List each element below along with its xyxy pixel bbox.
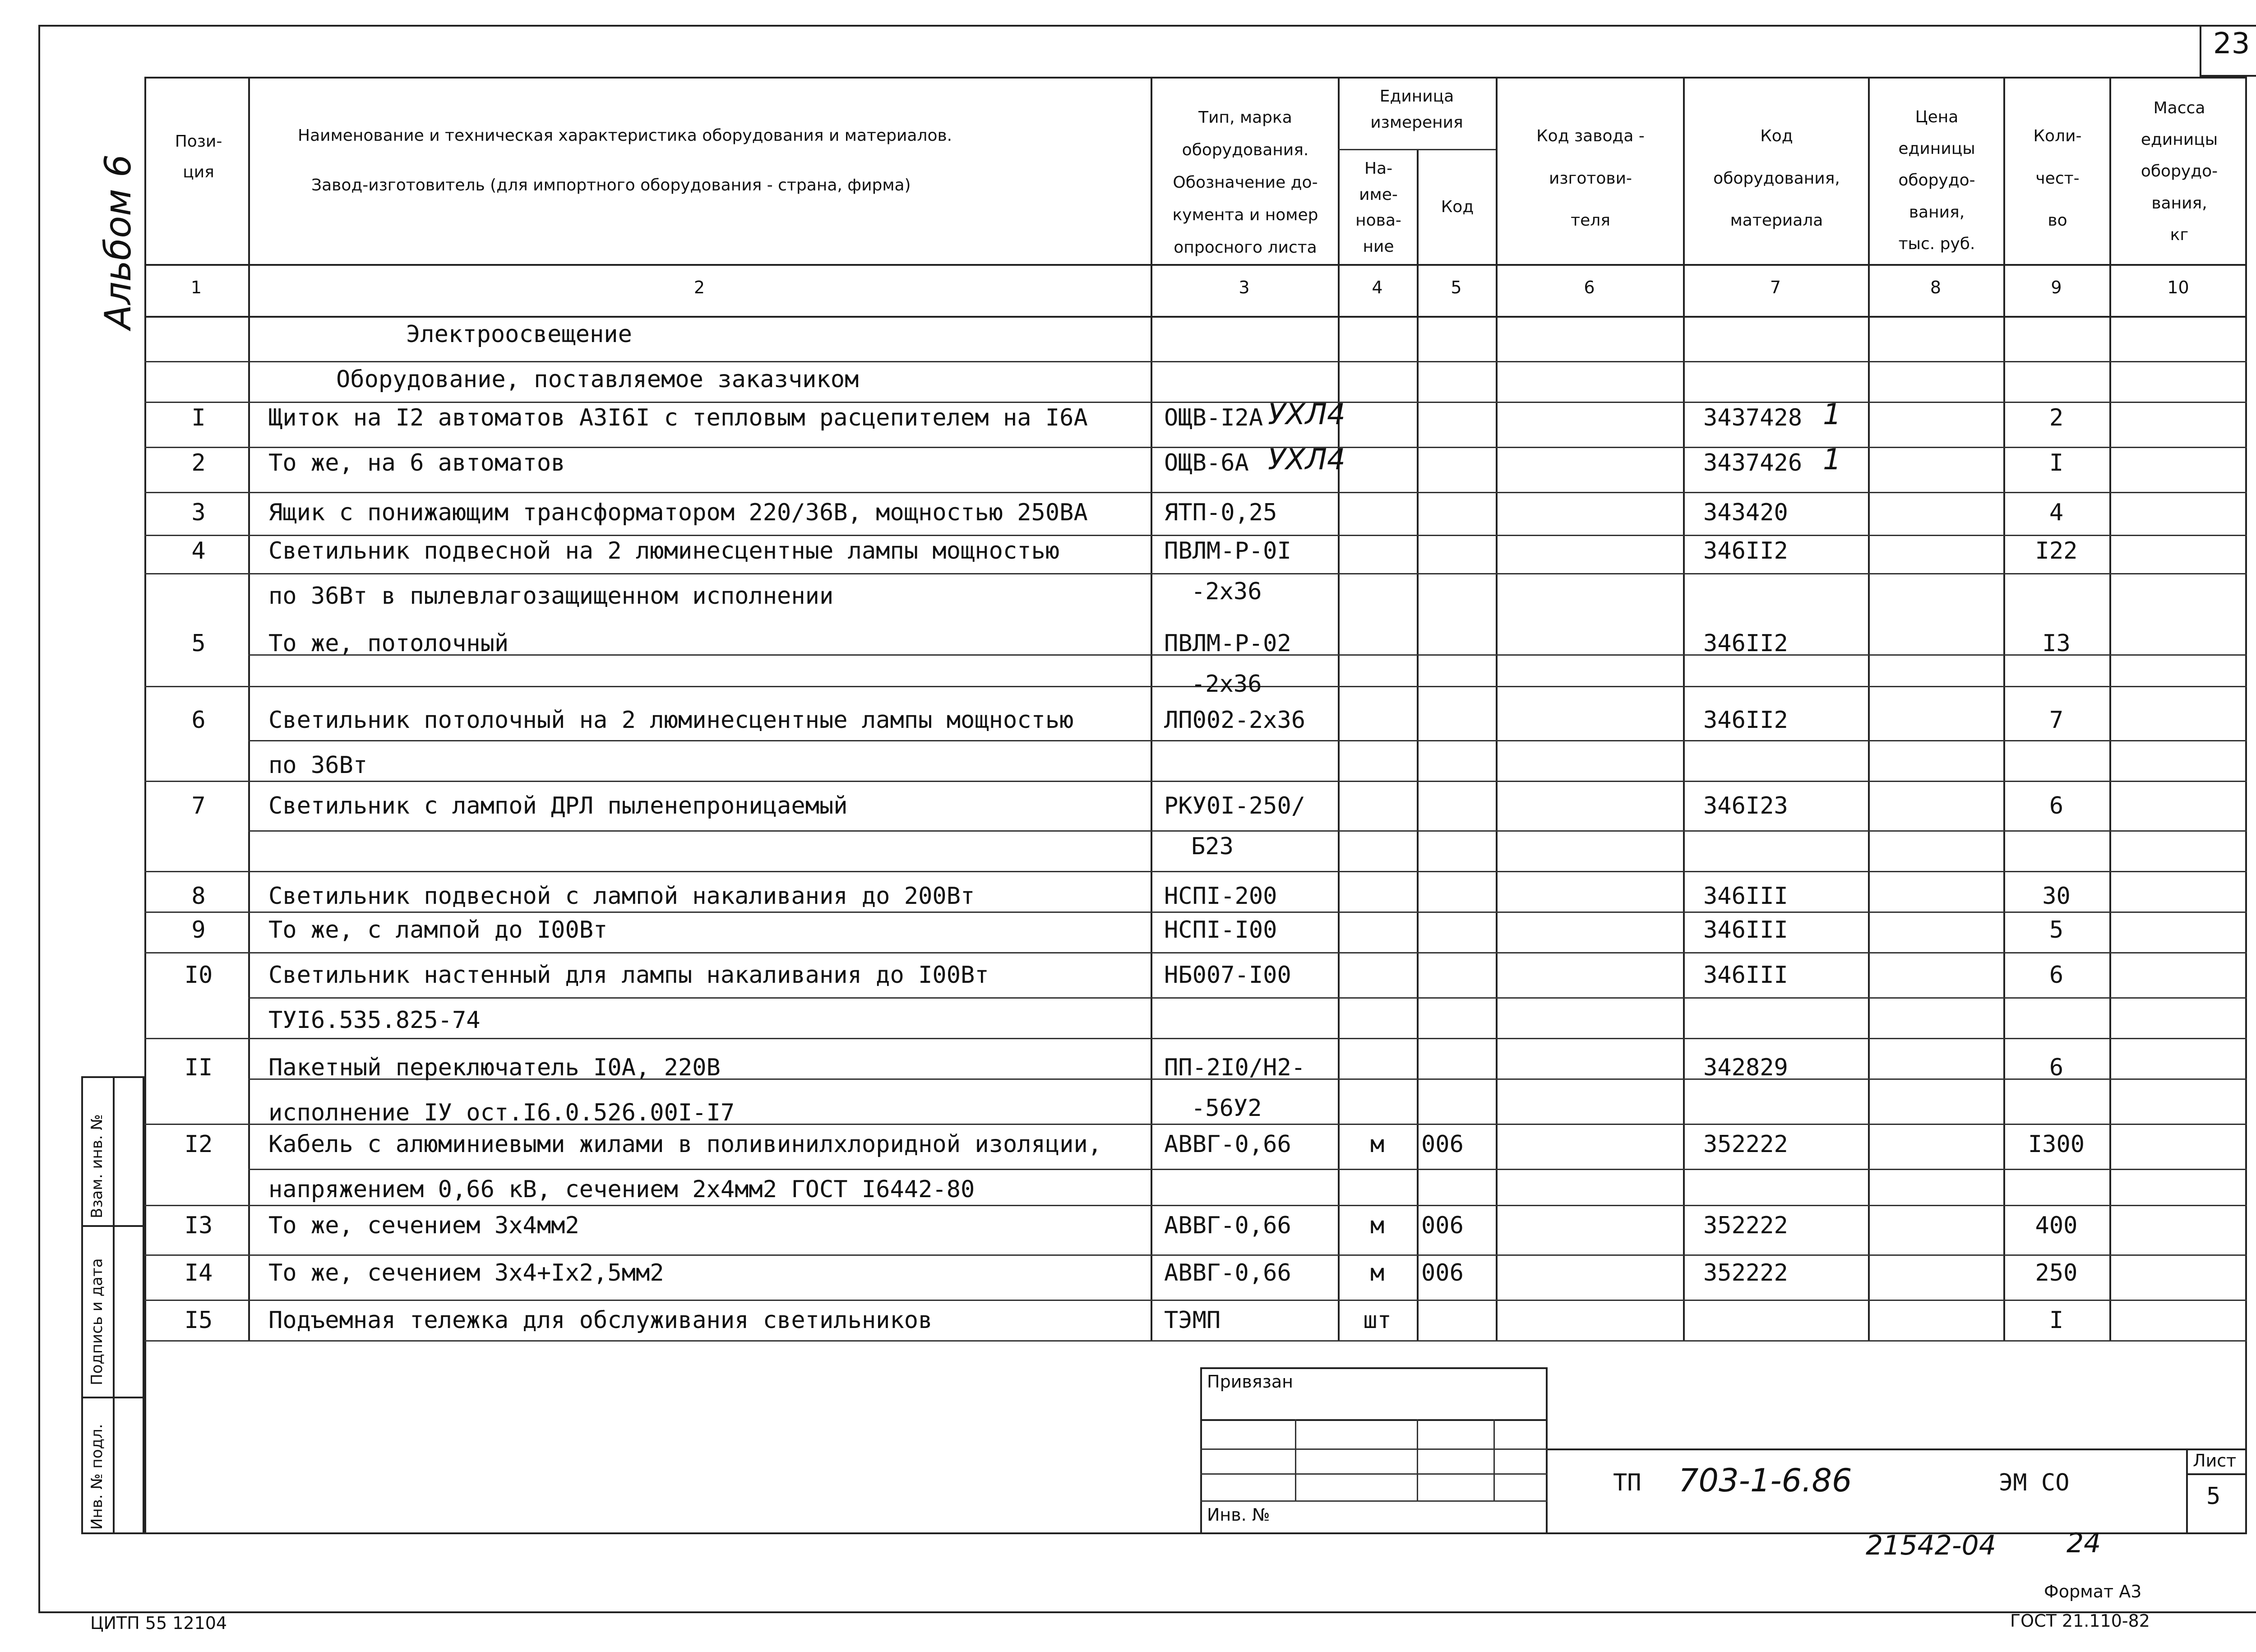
header-col-position: Пози- ция [175,132,222,182]
row-name: Светильник настенный для лампы накаливания до I00Вт [268,962,989,989]
row-name: То же, на 6 автоматов [268,449,565,477]
row-name-line2: ТУI6.535.825-74 [268,1007,481,1034]
row-unit-code: 006 [1421,1131,1464,1158]
side-vzam: Взам. инв. № [88,1114,106,1218]
row-quantity: I300 [2028,1131,2085,1158]
row-quantity: I [2049,1307,2064,1334]
row-position: I5 [184,1307,213,1334]
row-type-handwritten: УХЛ4 [1268,443,1345,477]
header-col-unit-name: На- име- нова- ние [1355,159,1401,256]
col-num-3: 3 [1239,278,1250,297]
row-material-code-handwritten: 1 [1823,443,1841,477]
header-col-name-line1: Наименование и техническая характеристика оборудования и материалов. [298,126,952,145]
col-num-7: 7 [1770,278,1781,297]
header-col-quantity: Коли- чест- во [2033,127,2082,230]
row-position: II [184,1054,213,1081]
header-col-type: Тип, марка оборудования. Обозначение до- кумента и номер опросного листа [1172,108,1318,257]
row-quantity: 6 [2049,962,2064,989]
row-name: Подъемная тележка для обслуживания светильников [268,1307,933,1334]
row-unit-code: 006 [1421,1259,1464,1286]
row-type: ТЭМП [1164,1307,1221,1334]
row-material-code: 352222 [1703,1131,1788,1158]
sheet-number: 5 [2206,1483,2221,1510]
row-position: 7 [191,792,206,819]
row-name: Светильник подвесной с лампой накаливания до 200Вт [268,883,975,910]
col-num-4: 4 [1372,278,1383,297]
row-quantity: 2 [2049,404,2064,431]
page-number: 23 [2213,27,2250,60]
row-name: Кабель с алюминиевыми жилами в поливинилхлоридной изоляции, [268,1131,1102,1158]
header-col-unit-code: Код [1441,198,1474,216]
row-type-line2: -2х36 [1191,578,1262,605]
row-quantity: 7 [2049,707,2064,734]
row-type: ПП-2I0/Н2- [1164,1054,1306,1081]
gost-label: ГОСТ 21.110-82 [2010,1611,2150,1631]
row-type-line2: Б23 [1191,833,1234,860]
header-col-material-code: Код оборудования, материала [1713,127,1840,230]
row-name: Светильник с лампой ДРЛ пыленепроницаемый [268,792,848,819]
row-type: ПВЛМ-Р-0I [1164,537,1291,565]
sheet-label: Лист [2193,1451,2237,1471]
row-unit: шт [1363,1307,1392,1334]
row-quantity: I22 [2035,537,2078,565]
row-type: ПВЛМ-Р-02 [1164,630,1291,657]
row-quantity: 6 [2049,1054,2064,1081]
col-num-10: 10 [2167,278,2189,297]
row-position: 6 [191,707,206,734]
header-col-factory-code: Код завода - изготови- теля [1536,127,1645,230]
row-quantity: 4 [2049,499,2064,526]
col-num-6: 6 [1584,278,1595,297]
row-material-code: 346III [1703,916,1788,944]
col-num-2: 2 [693,278,705,297]
row-name: То же, сечением 3х4+Iх2,5мм2 [268,1259,664,1286]
format-label: Формат А3 [2044,1582,2142,1601]
section-title: Электроосвещение [406,321,632,348]
bound-privyazan: Привязан [1207,1372,1293,1392]
row-name-line2: исполнение IУ ост.I6.0.526.00I-I7 [268,1099,735,1126]
row-unit: м [1370,1259,1385,1286]
row-type: ОЩВ-6А [1164,449,1249,477]
header-col-name-line2: Завод-изготовитель (для импортного оборудования - страна, фирма) [311,176,911,194]
row-type: НСПI-200 [1164,883,1277,910]
row-name: Пакетный переключатель I0А, 220В [268,1054,721,1081]
row-type: НСПI-I00 [1164,916,1277,944]
row-name: То же, потолочный [268,630,509,657]
row-type-line2: -56У2 [1191,1095,1262,1122]
row-type: АВВГ-0,66 [1164,1212,1291,1239]
row-name: Светильник подвесной на 2 люминесцентные лампы мощностью [268,537,1060,565]
row-quantity: 250 [2035,1259,2078,1286]
row-quantity: I [2049,449,2064,477]
col-num-1: 1 [190,278,202,297]
row-type: РКУ0I-250/ [1164,792,1306,819]
row-type: НБ007-I00 [1164,962,1291,989]
row-position: 3 [191,499,206,526]
row-type: ЛП002-2х36 [1164,707,1306,734]
row-material-code: 352222 [1703,1212,1788,1239]
row-name: То же, сечением 3х4мм2 [268,1212,579,1239]
header-col-mass: Масса единицы оборудо- вания, кг [2140,99,2218,244]
row-position: I3 [184,1212,213,1239]
row-unit-code: 006 [1421,1212,1464,1239]
col-num-5: 5 [1451,278,1462,297]
row-material-code: 346II2 [1703,537,1788,565]
row-position: I4 [184,1259,213,1286]
row-unit: м [1370,1131,1385,1158]
row-position: I0 [184,962,213,989]
row-material-code: 346III [1703,883,1788,910]
row-material-code: 346II2 [1703,707,1788,734]
row-position: I2 [184,1131,213,1158]
side-inv: Инв. № подл. [88,1424,106,1530]
side-podpis: Подпись и дата [88,1258,106,1385]
row-material-code: 346I23 [1703,792,1788,819]
row-material-code: 342829 [1703,1054,1788,1081]
title-prefix: ТП [1613,1469,1641,1496]
row-name: То же, с лампой до I00Вт [268,916,608,944]
bound-inv-no: Инв. № [1207,1505,1270,1525]
row-quantity: I3 [2042,630,2071,657]
row-quantity: 30 [2042,883,2071,910]
row-material-code: 352222 [1703,1259,1788,1286]
hand-page: 24 [2066,1527,2101,1559]
row-type-handwritten: УХЛ4 [1268,398,1345,431]
citp-label: ЦИТП 55 12104 [90,1613,227,1633]
row-type: АВВГ-0,66 [1164,1259,1291,1286]
row-name-line2: напряжением 0,66 кВ, сечением 2х4мм2 ГОСТ I6442-80 [268,1176,975,1203]
title-doc: ЭМ СО [1999,1469,2070,1496]
row-material-code: 3437428 [1703,404,1803,431]
row-position: 9 [191,916,206,944]
album-label: Альбом 6 [97,154,139,329]
subsection-title: Оборудование, поставляемое заказчиком [336,366,859,393]
row-name: Светильник потолочный на 2 люминесцентные лампы мощностью [268,707,1074,734]
row-type: АВВГ-0,66 [1164,1131,1291,1158]
col-num-8: 8 [1930,278,1942,297]
row-type: ЯТП-0,25 [1164,499,1277,526]
row-material-code: 346II2 [1703,630,1788,657]
row-type-line2: -2х36 [1191,671,1262,698]
row-material-code: 346III [1703,962,1788,989]
col-num-9: 9 [2051,278,2062,297]
row-name-line2: по 36Вт в пылевлагозащищенном исполнении [268,583,834,610]
row-position: 5 [191,630,206,657]
hand-number: 21542-04 [1866,1530,1996,1561]
row-name: Ящик с понижающим трансформатором 220/36В, мощностью 250ВА [268,499,1088,526]
header-col-price: Цена единицы оборудо- вания, тыс. руб. [1898,108,1975,253]
row-quantity: 6 [2049,792,2064,819]
row-position: 8 [191,883,206,910]
row-material-code: 3437426 [1703,449,1803,477]
header-col-unit: Единица измерения [1370,87,1463,132]
row-type: ОЩВ-I2А [1164,404,1263,431]
row-unit: м [1370,1212,1385,1239]
row-name: Щиток на I2 автоматов АЗI6I с тепловым расцепителем на I6А [268,404,1088,431]
row-name-line2: по 36Вт [268,752,368,779]
row-position: 4 [191,537,206,565]
row-material-code-handwritten: 1 [1823,398,1841,431]
title-code: 703-1-6.86 [1678,1462,1852,1499]
row-position: 2 [191,449,206,477]
row-quantity: 5 [2049,916,2064,944]
row-quantity: 400 [2035,1212,2078,1239]
row-material-code: 343420 [1703,499,1788,526]
row-position: I [191,404,206,431]
